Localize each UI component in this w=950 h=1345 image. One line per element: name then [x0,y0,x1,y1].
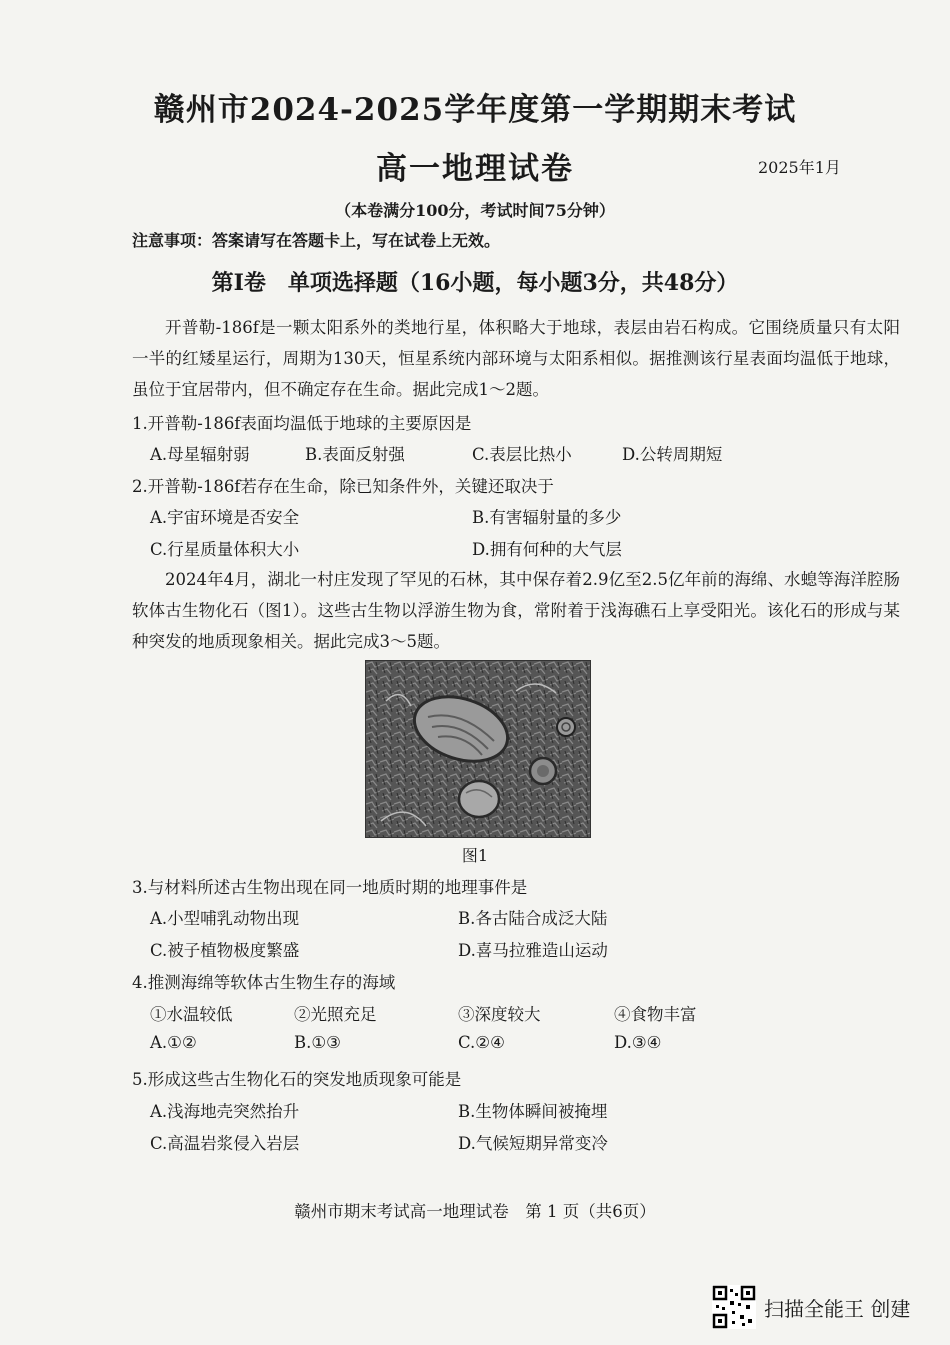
question-2-stem: 2.开普勒-186f若存在生命，除已知条件外，关键还取决于 [132,477,554,496]
question-1-stem: 1.开普勒-186f表面均温低于地球的主要原因是 [132,414,472,433]
question-5-stem: 5.形成这些古生物化石的突发地质现象可能是 [132,1070,462,1089]
q5-option-a: A.浅海地壳突然抬升 [150,1102,300,1121]
qr-code-icon [712,1285,756,1329]
q4-item-3: ③深度较大 [458,1005,541,1024]
q5-option-d: D.气候短期异常变冷 [458,1134,608,1153]
q1-option-b: B.表面反射强 [305,445,405,464]
q4-item-1: ①水温较低 [150,1005,233,1024]
q3-option-d: D.喜马拉雅造山运动 [458,941,608,960]
q2-option-d: D.拥有何种的大气层 [472,540,622,559]
exam-info: （本卷满分100分，考试时间75分钟） [335,201,615,220]
exam-date: 2025年1月 [758,158,841,177]
figure-caption: 图1 [461,846,489,865]
q5-option-b: B.生物体瞬间被掩埋 [458,1102,608,1121]
q4-item-4: ④食物丰富 [614,1005,697,1024]
section-title: 第Ⅰ卷 单项选择题（16小题，每小题3分，共48分） [211,270,739,296]
q1-option-a: A.母星辐射弱 [150,445,250,464]
q2-option-b: B.有害辐射量的多少 [472,508,622,527]
material-1: 开普勒-186f是一颗太阳系外的类地行星，体积略大于地球，表层由岩石构成。它围绕质量只有太阳一半的红矮星运行，周期为130天，恒星系统内部环境与太阳系相似。据推测该行星表面均温低于地球，虽位于宜居带内，但不确定存在生命。据此完成1～2题。 [132,318,900,399]
q2-option-c: C.行星质量体积大小 [150,540,300,559]
q4-item-2: ②光照充足 [294,1005,377,1024]
q4-option-d: D.③④ [614,1033,662,1052]
q3-option-c: C.被子植物极度繁盛 [150,941,300,960]
q4-option-a: A.①② [150,1033,197,1052]
q3-option-b: B.各古陆合成泛大陆 [458,909,608,928]
scanner-watermark: 扫描全能王 创建 [764,1297,911,1321]
notice: 注意事项：答案请写在答题卡上，写在试卷上无效。 [132,231,501,250]
q5-option-c: C.高温岩浆侵入岩层 [150,1134,300,1153]
q4-option-c: C.②④ [458,1033,505,1052]
exam-title: 赣州市2024-2025学年度第一学期期末考试 [153,92,797,128]
q1-option-d: D.公转周期短 [622,445,723,464]
material-2: 2024年4月，湖北一村庄发现了罕见的石林，其中保存着2.9亿至2.5亿年前的海绵、水螅等海洋腔肠软体古生物化石（图1）。这些古生物以浮游生物为食，常附着于浅海礁石上享受阳光。该化石的形成与某种突发的地质现象相关。据此完成3～5题。 [132,570,900,651]
question-4-stem: 4.推测海绵等软体古生物生存的海域 [132,973,396,992]
page-footer: 赣州市期末考试高一地理试卷 第 1 页（共6页） [294,1202,656,1221]
q1-option-c: C.表层比热小 [472,445,572,464]
q2-option-a: A.宇宙环境是否安全 [150,508,300,527]
question-3-stem: 3.与材料所述古生物出现在同一地质时期的地理事件是 [132,878,528,897]
q4-option-b: B.①③ [294,1033,341,1052]
fossil-figure [365,660,591,838]
exam-subject-title: 高一地理试卷 [376,151,574,187]
q3-option-a: A.小型哺乳动物出现 [150,909,300,928]
fossil-image [366,661,590,837]
